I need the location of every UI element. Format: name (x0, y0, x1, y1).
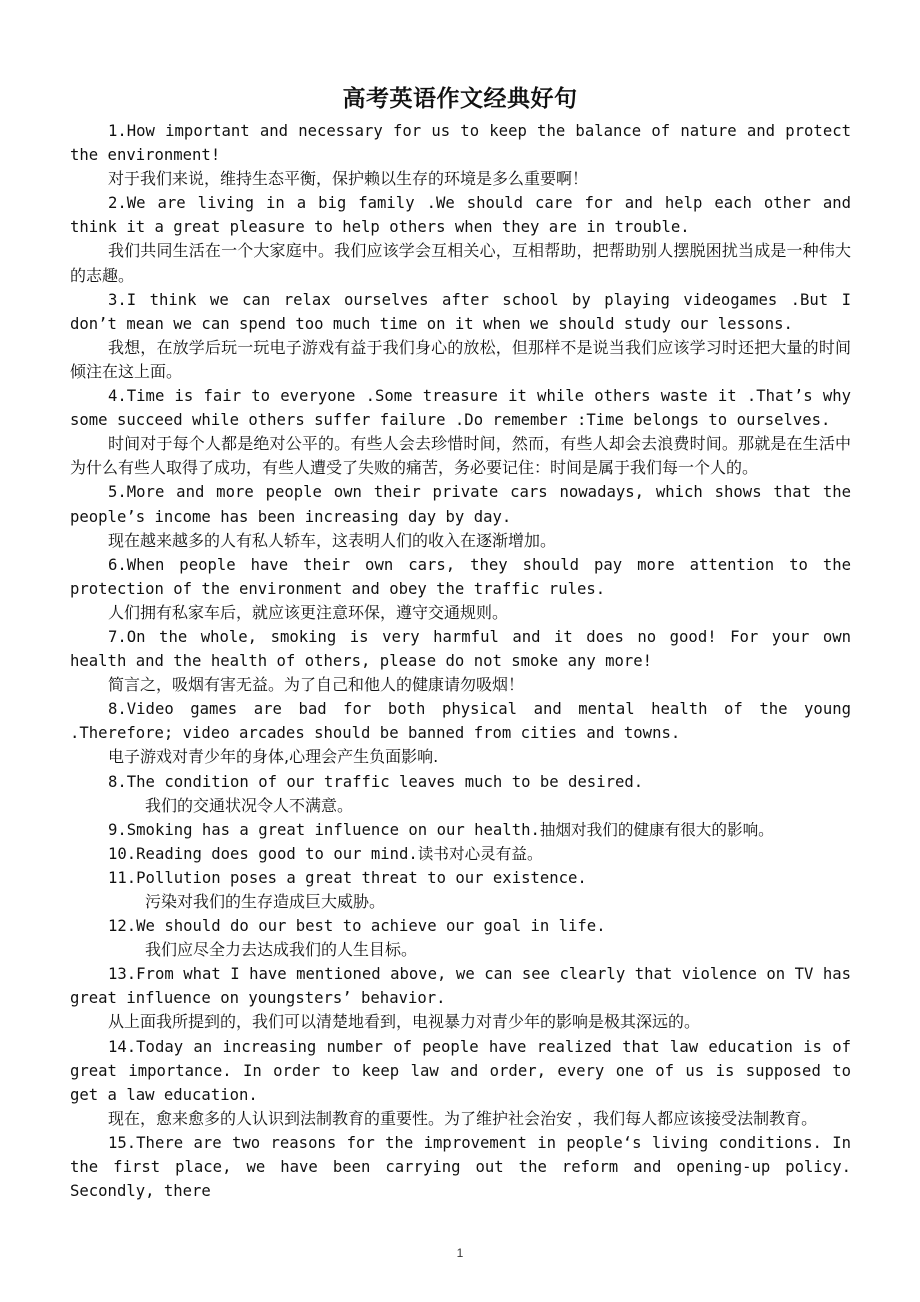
chinese-translation: 现在越来越多的人有私人轿车，这表明人们的收入在逐渐增加。 (108, 530, 557, 550)
english-sentence: 11.Pollution poses a great threat to our existence. (108, 868, 587, 887)
english-sentence: 12.We should do our best to achieve our goal in life. (108, 917, 606, 936)
page-number: 1 (456, 1246, 464, 1260)
english-sentence: 8.Video games are bad for both physical and mental health of the young .Therefore; video arcades should be banned from cities and towns. (70, 700, 851, 743)
chinese-translation: 电子游戏对青少年的身体,心理会产生负面影响. (108, 747, 439, 767)
english-sentence: 14.Today an increasing number of people have realized that law education is of great importance. In order to keep law and order, every one of us is supposed to get a law education. (70, 1037, 851, 1104)
english-sentence: 8.The condition of our traffic leaves much to be desired. (108, 772, 644, 791)
chinese-translation: 从上面我所提到的，我们可以清楚地看到，电视暴力对青少年的影响是极其深远的。 (108, 1012, 701, 1032)
chinese-translation: 时间对于每个人都是绝对公平的。有些人会去珍惜时间，然而，有些人却会去浪费时间。那就是在生活中为什么有些人取得了成功，有些人遭受了失败的痛苦，务必要记住：时间是属于我们每一个人的。 (70, 434, 851, 478)
english-sentence: 9.Smoking has a great influence on our health.抽烟对我们的健康有很大的影响。 (108, 820, 774, 839)
page-title: 高考英语作文经典好句 (342, 86, 578, 112)
english-sentence: 7.On the whole, smoking is very harmful and it does no good! For your own health and the health of others, please do not smoke any more! (70, 627, 851, 671)
chinese-translation: 现在，愈来愈多的人认识到法制教育的重要性。为了维护社会治安 ，我们每人都应该接受法制教育。 (108, 1108, 818, 1128)
chinese-translation: 我们共同生活在一个大家庭中。我们应该学会互相关心，互相帮助，把帮助别人摆脱困扰当成是一种伟大的志趣。 (70, 241, 851, 285)
english-sentence: 15.There are two reasons for the improvement in people‘s living conditions. In the first place, we have been carrying out the reform and opening-up policy. Secondly, there (70, 1133, 851, 1201)
english-sentence: 10.Reading does good to our mind.读书对心灵有益。 (108, 844, 543, 863)
chinese-translation: 污染对我们的生存造成巨大威胁。 (145, 892, 386, 911)
english-sentence: 1.How important and necessary for us to keep the balance of nature and protect the environment! (70, 122, 851, 165)
english-sentence: 5.More and more people own their private cars nowadays, which shows that the people’s income has been increasing day by day. (70, 483, 851, 526)
document-body (70, 119, 851, 1203)
english-sentence: 13.From what I have mentioned above, we can see clearly that violence on TV has great influence on youngsters’ behavior. (70, 965, 851, 1008)
english-sentence: 3.I think we can relax ourselves after school by playing videogames .But I don’t mean we can spend too much time on it when we should study our lessons. (70, 290, 851, 333)
chinese-translation: 简言之，吸烟有害无益。为了自己和他人的健康请勿吸烟！ (108, 675, 525, 695)
chinese-translation: 我们的交通状况令人不满意。 (145, 795, 354, 815)
chinese-translation: 我们应尽全力去达成我们的人生目标。 (145, 940, 418, 960)
english-sentence: 6.When people have their own cars, they should pay more attention to the protection of the environment and obey the traffic rules. (70, 555, 851, 598)
chinese-translation: 我想，在放学后玩一玩电子游戏有益于我们身心的放松，但那样不是说当我们应该学习时还把大量的时间倾注在这上面。 (70, 337, 851, 381)
chinese-translation: 人们拥有私家车后，就应该更注意环保，遵守交通规则。 (108, 602, 509, 622)
english-sentence: 2.We are living in a big family .We should care for and help each other and think it a great pleasure to help others when they are in trouble. (70, 194, 851, 237)
chinese-translation: 对于我们来说，维持生态平衡，保护赖以生存的环境是多么重要啊！ (108, 169, 589, 189)
english-sentence: 4.Time is fair to everyone .Some treasure it while others waste it .That’s why some succeed while others suffer failure .Do remember :Time belongs to ourselves. (70, 387, 851, 430)
